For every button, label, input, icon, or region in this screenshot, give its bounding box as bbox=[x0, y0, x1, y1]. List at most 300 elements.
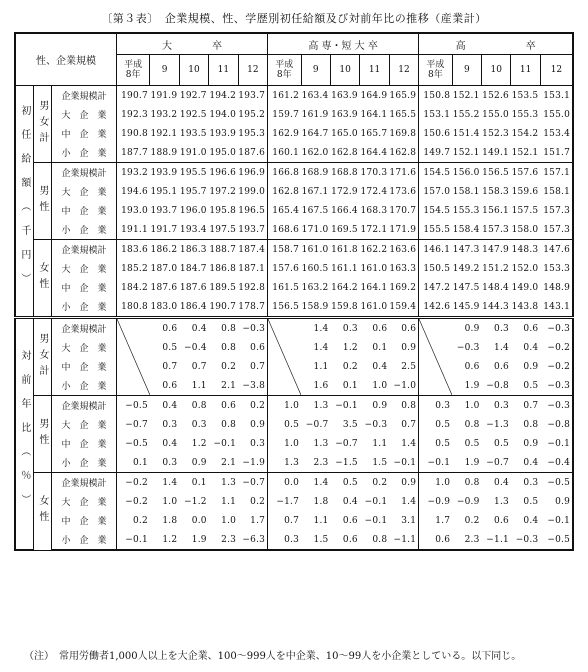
data-cell: −1.9 bbox=[238, 453, 267, 473]
data-cell: 194.2 bbox=[209, 90, 237, 101]
sex-label-female bbox=[33, 473, 51, 551]
data-cell: 183.0 bbox=[150, 297, 179, 318]
data-cell: 0.6 bbox=[150, 318, 179, 339]
data-cell: 193.4 bbox=[179, 220, 208, 240]
data-cell: 3.1 bbox=[389, 511, 418, 530]
data-cell: 0.6 bbox=[238, 338, 267, 357]
data-cell: 199.0 bbox=[238, 182, 267, 201]
data-cell: 0.7 bbox=[523, 400, 539, 411]
data-cell: 166.4 bbox=[331, 205, 358, 216]
data-cell: 147.2 bbox=[423, 282, 451, 293]
data-cell: 148.9 bbox=[540, 278, 573, 297]
data-cell: 147.5 bbox=[452, 282, 480, 293]
data-cell: 150.5 bbox=[423, 263, 451, 274]
data-cell: 157.5 bbox=[511, 205, 539, 216]
data-cell: 0.4 bbox=[494, 477, 509, 488]
data-cell: 149.7 bbox=[419, 143, 452, 163]
data-cell: 163.9 bbox=[331, 109, 358, 120]
data-cell: −0.1 bbox=[335, 400, 358, 411]
data-cell: 155.0 bbox=[540, 105, 573, 124]
data-cell: 1.5 bbox=[360, 453, 389, 473]
data-cell: 0.2 bbox=[342, 361, 358, 372]
data-cell: 1.0 bbox=[435, 477, 451, 488]
data-cell: 152.0 bbox=[511, 263, 539, 274]
data-cell: 193.2 bbox=[150, 109, 178, 120]
data-cell: −0.1 bbox=[389, 453, 418, 473]
data-cell: 195.3 bbox=[238, 124, 267, 143]
data-cell: 159.4 bbox=[389, 297, 418, 318]
data-cell: 187.6 bbox=[179, 282, 207, 293]
size-label: 小 企 業 bbox=[52, 530, 117, 550]
data-cell: 163.2 bbox=[301, 282, 329, 293]
data-cell: 0.6 bbox=[360, 318, 389, 339]
data-cell: −0.7 bbox=[305, 419, 329, 430]
data-cell: 0.1 bbox=[330, 376, 359, 396]
data-cell: 150.8 bbox=[423, 90, 451, 101]
data-cell: 190.8 bbox=[121, 128, 148, 139]
data-cell: 0.6 bbox=[494, 515, 509, 526]
data-cell: 147.9 bbox=[482, 244, 509, 255]
data-cell: 187.1 bbox=[238, 259, 267, 278]
data-cell: 183.6 bbox=[121, 244, 148, 255]
data-cell: 1.3 bbox=[313, 438, 329, 449]
size-label: 企業規模計 bbox=[52, 396, 117, 416]
data-cell: 162.8 bbox=[272, 186, 300, 197]
data-cell: 0.2 bbox=[238, 396, 267, 416]
data-cell: 150.6 bbox=[423, 128, 451, 139]
data-cell: 165.9 bbox=[389, 86, 418, 106]
data-cell: 0.9 bbox=[452, 318, 481, 339]
data-cell: 149.0 bbox=[511, 282, 539, 293]
size-label: 中 企 業 bbox=[52, 434, 117, 453]
data-cell: 0.8 bbox=[464, 419, 480, 430]
data-cell: 0.8 bbox=[464, 477, 480, 488]
data-cell: 0.1 bbox=[372, 342, 388, 353]
data-cell: 165.7 bbox=[360, 128, 388, 139]
table-row bbox=[15, 86, 573, 106]
sex-label-text: 女性 bbox=[36, 495, 48, 528]
data-cell: 0.4 bbox=[523, 342, 539, 353]
section-label-text: 初任給額（千円） bbox=[18, 105, 30, 297]
data-cell: 1.3 bbox=[221, 477, 237, 488]
data-cell: 171.6 bbox=[389, 163, 418, 183]
data-cell: 161.9 bbox=[301, 109, 329, 120]
table-row bbox=[15, 297, 573, 318]
data-cell: 158.0 bbox=[511, 220, 540, 240]
data-cell: 168.3 bbox=[360, 205, 388, 216]
data-cell: 164.7 bbox=[301, 128, 329, 139]
data-cell: 155.2 bbox=[452, 109, 480, 120]
data-cell: 157.3 bbox=[540, 201, 573, 220]
data-cell: 0.3 bbox=[150, 453, 179, 473]
data-cell: 195.8 bbox=[209, 205, 237, 216]
size-label: 企業規模計 bbox=[52, 318, 117, 339]
data-cell: 0.5 bbox=[435, 419, 451, 430]
data-cell: 0.7 bbox=[191, 361, 207, 372]
data-cell: 0.1 bbox=[116, 453, 149, 473]
data-cell: 186.4 bbox=[179, 297, 208, 318]
data-cell: 194.6 bbox=[121, 186, 148, 197]
data-cell: 0.6 bbox=[419, 530, 452, 550]
section-label-text: 対前年比（％） bbox=[18, 350, 30, 518]
data-cell: 147.3 bbox=[452, 244, 480, 255]
size-label: 中 企 業 bbox=[52, 124, 117, 143]
data-cell: 1.9 bbox=[452, 453, 481, 473]
data-cell: 156.1 bbox=[482, 205, 509, 216]
data-cell: 196.9 bbox=[238, 163, 267, 183]
data-cell: 159.7 bbox=[272, 109, 300, 120]
year-header: 平成 8年 bbox=[268, 55, 301, 86]
table-row bbox=[15, 415, 573, 434]
sex-label-female bbox=[33, 240, 51, 318]
size-label: 企業規模計 bbox=[52, 240, 117, 260]
data-cell: 169.2 bbox=[389, 278, 418, 297]
data-cell: −0.4 bbox=[540, 453, 573, 473]
data-cell: 149.1 bbox=[482, 143, 511, 163]
data-cell: −6.3 bbox=[238, 530, 267, 550]
data-cell: 153.1 bbox=[540, 86, 573, 106]
data-cell: −0.2 bbox=[125, 477, 148, 488]
size-label: 企業規模計 bbox=[52, 86, 117, 106]
data-cell: 163.4 bbox=[301, 90, 329, 101]
data-cell: 0.5 bbox=[162, 342, 178, 353]
year-header: 10 bbox=[330, 55, 359, 86]
data-cell: −0.1 bbox=[540, 511, 573, 530]
data-cell: 144.3 bbox=[482, 297, 511, 318]
data-cell: 163.9 bbox=[331, 90, 358, 101]
size-label: 大 企 業 bbox=[52, 338, 117, 357]
data-cell: −0.1 bbox=[364, 515, 388, 526]
data-cell: 0.9 bbox=[523, 361, 539, 372]
data-cell: 190.7 bbox=[121, 90, 148, 101]
data-cell: −0.2 bbox=[125, 496, 148, 507]
data-cell: 193.5 bbox=[179, 128, 207, 139]
data-cell: 195.7 bbox=[179, 186, 207, 197]
data-cell: 185.2 bbox=[121, 263, 148, 274]
data-cell: 161.0 bbox=[360, 297, 389, 318]
data-cell: 191.7 bbox=[150, 220, 179, 240]
data-cell: 161.1 bbox=[331, 263, 358, 274]
data-cell: 186.3 bbox=[179, 244, 207, 255]
data-cell: −3.8 bbox=[238, 376, 267, 396]
data-cell: 158.3 bbox=[482, 186, 509, 197]
data-cell: 168.6 bbox=[268, 220, 301, 240]
data-cell: 184.2 bbox=[121, 282, 148, 293]
data-cell: −0.3 bbox=[456, 342, 480, 353]
data-cell: 1.9 bbox=[452, 376, 481, 396]
data-cell: 193.2 bbox=[121, 167, 148, 178]
data-cell: 0.5 bbox=[511, 376, 540, 396]
data-cell: 192.1 bbox=[150, 128, 178, 139]
size-label: 小 企 業 bbox=[52, 220, 117, 240]
data-cell: 1.6 bbox=[301, 376, 330, 396]
data-cell: 152.3 bbox=[482, 128, 509, 139]
data-cell: 143.8 bbox=[511, 297, 540, 318]
data-cell: −0.1 bbox=[116, 530, 149, 550]
data-cell: −1.1 bbox=[389, 530, 418, 550]
data-cell: 1.3 bbox=[268, 453, 301, 473]
data-cell: 0.9 bbox=[238, 415, 267, 434]
data-cell: 0.5 bbox=[464, 438, 480, 449]
data-cell: 167.5 bbox=[301, 205, 329, 216]
table-row bbox=[15, 259, 573, 278]
data-cell: 196.0 bbox=[179, 205, 207, 216]
data-cell: 160.5 bbox=[301, 263, 329, 274]
data-cell: 167.1 bbox=[301, 186, 329, 197]
data-cell: 152.1 bbox=[452, 90, 480, 101]
data-cell: −0.8 bbox=[482, 376, 511, 396]
data-cell: 152.1 bbox=[452, 143, 481, 163]
data-cell: −1.2 bbox=[184, 496, 207, 507]
data-cell: 148.4 bbox=[482, 282, 509, 293]
data-cell: 161.5 bbox=[272, 282, 300, 293]
data-cell: 1.2 bbox=[191, 438, 207, 449]
data-cell: 0.2 bbox=[221, 361, 237, 372]
diagonal-line bbox=[117, 319, 150, 395]
data-cell: 0.9 bbox=[389, 338, 418, 357]
data-cell: 0.6 bbox=[494, 361, 509, 372]
data-cell: 0.3 bbox=[268, 530, 301, 550]
data-cell: 146.1 bbox=[423, 244, 451, 255]
table-title: 〔第３表〕 企業規模、性、学歴別初任給額及び対前年比の推移（産業計） bbox=[101, 12, 487, 25]
data-cell: 186.8 bbox=[209, 263, 237, 274]
table-row bbox=[15, 124, 573, 143]
data-cell: 1.0 bbox=[162, 496, 178, 507]
data-cell: 0.4 bbox=[372, 361, 388, 372]
data-cell: −0.1 bbox=[419, 453, 452, 473]
data-cell: 1.4 bbox=[313, 477, 329, 488]
data-cell: 162.2 bbox=[360, 244, 388, 255]
table-row bbox=[15, 396, 573, 416]
data-cell: 0.3 bbox=[191, 419, 207, 430]
data-cell: 0.7 bbox=[238, 357, 267, 376]
data-cell: 0.1 bbox=[191, 477, 207, 488]
data-cell: 149.2 bbox=[452, 263, 480, 274]
data-cell: 189.5 bbox=[209, 282, 237, 293]
data-cell: 0.3 bbox=[162, 419, 178, 430]
data-cell: −0.7 bbox=[238, 473, 267, 493]
table-row bbox=[15, 240, 573, 260]
diagonal-line bbox=[268, 319, 301, 395]
data-cell: 0.3 bbox=[523, 477, 539, 488]
data-cell: 0.3 bbox=[435, 400, 451, 411]
table-row bbox=[15, 201, 573, 220]
data-cell: 1.0 bbox=[221, 515, 237, 526]
sex-label-text: 男性 bbox=[36, 418, 48, 450]
data-cell: 162.8 bbox=[330, 143, 359, 163]
data-cell: 165.0 bbox=[331, 128, 358, 139]
size-label: 大 企 業 bbox=[52, 259, 117, 278]
data-cell: 0.5 bbox=[494, 438, 509, 449]
data-cell: 0.4 bbox=[162, 438, 178, 449]
data-cell: 158.7 bbox=[272, 244, 300, 255]
diagonal-line bbox=[419, 319, 452, 395]
data-cell: 169.5 bbox=[330, 220, 359, 240]
data-cell: 153.3 bbox=[540, 259, 573, 278]
year-header: 9 bbox=[301, 55, 330, 86]
data-cell: 180.8 bbox=[116, 297, 149, 318]
data-cell: 2.1 bbox=[209, 376, 238, 396]
data-cell: 1.4 bbox=[162, 477, 178, 488]
table-row bbox=[15, 473, 573, 493]
data-cell: 0.9 bbox=[523, 438, 539, 449]
data-cell: −0.9 bbox=[427, 496, 451, 507]
data-cell: 196.6 bbox=[209, 167, 237, 178]
table-row bbox=[15, 163, 573, 183]
data-cell: 0.2 bbox=[372, 477, 388, 488]
data-cell: 155.5 bbox=[419, 220, 452, 240]
data-cell: 193.0 bbox=[121, 205, 148, 216]
data-cell: 164.1 bbox=[360, 109, 388, 120]
data-cell: 195.5 bbox=[179, 167, 207, 178]
data-cell: −1.5 bbox=[330, 453, 359, 473]
data-cell: 192.5 bbox=[179, 109, 207, 120]
year-header: 平成 8年 bbox=[419, 55, 452, 86]
data-cell: −1.1 bbox=[482, 530, 511, 550]
data-cell: −1.7 bbox=[276, 496, 300, 507]
data-cell: 0.6 bbox=[511, 318, 540, 339]
data-cell: 187.7 bbox=[116, 143, 149, 163]
data-cell: 1.4 bbox=[313, 342, 329, 353]
sex-label-all bbox=[33, 86, 51, 163]
data-cell: 172.1 bbox=[360, 220, 389, 240]
group-header-college: 高 専・短 大 卒 bbox=[268, 33, 419, 55]
data-cell: 1.1 bbox=[179, 376, 208, 396]
data-cell: −0.4 bbox=[184, 342, 207, 353]
size-label: 大 企 業 bbox=[52, 105, 117, 124]
data-cell: 1.2 bbox=[150, 530, 179, 550]
data-cell: 170.3 bbox=[360, 167, 388, 178]
data-cell: 195.1 bbox=[150, 186, 178, 197]
table-row bbox=[15, 220, 573, 240]
data-cell: 194.0 bbox=[209, 109, 237, 120]
data-cell: 1.3 bbox=[494, 496, 509, 507]
data-cell: 161.0 bbox=[301, 244, 329, 255]
data-cell: −0.5 bbox=[540, 530, 573, 550]
initial-section-label bbox=[15, 86, 33, 318]
data-cell: 193.9 bbox=[209, 128, 237, 139]
size-label: 小 企 業 bbox=[52, 143, 117, 163]
data-cell: 142.6 bbox=[419, 297, 452, 318]
data-cell: 1.8 bbox=[313, 496, 329, 507]
data-cell: 155.0 bbox=[482, 109, 509, 120]
data-cell: 171.0 bbox=[301, 220, 330, 240]
data-cell: 0.9 bbox=[540, 492, 573, 511]
sex-label-text: 男女計 bbox=[36, 100, 48, 148]
size-label: 企業規模計 bbox=[52, 473, 117, 493]
corner-header: 性、企業規模 bbox=[15, 33, 116, 86]
data-cell: 0.8 bbox=[523, 419, 539, 430]
data-cell: −0.3 bbox=[540, 396, 573, 416]
data-cell: 159.6 bbox=[511, 186, 539, 197]
data-cell: 173.6 bbox=[389, 182, 418, 201]
data-cell: 2.3 bbox=[452, 530, 481, 550]
data-cell: 195.2 bbox=[238, 105, 267, 124]
data-cell: 172.4 bbox=[360, 186, 388, 197]
year-header: 11 bbox=[360, 55, 389, 86]
data-cell: 1.0 bbox=[360, 376, 389, 396]
data-cell: 193.7 bbox=[238, 86, 267, 106]
data-cell: 170.7 bbox=[389, 201, 418, 220]
data-cell: 168.8 bbox=[331, 167, 358, 178]
data-cell: 154.5 bbox=[423, 167, 451, 178]
data-cell: 191.9 bbox=[150, 90, 178, 101]
data-cell: 161.2 bbox=[272, 90, 300, 101]
table-row bbox=[15, 492, 573, 511]
data-cell: 1.4 bbox=[301, 318, 330, 339]
data-cell: 0.6 bbox=[389, 318, 418, 339]
data-cell: 158.1 bbox=[452, 186, 480, 197]
data-cell: 187.6 bbox=[150, 282, 178, 293]
data-cell: −0.1 bbox=[213, 438, 237, 449]
data-cell: 0.2 bbox=[464, 515, 480, 526]
data-cell: 1.4 bbox=[389, 434, 418, 453]
sex-label-all bbox=[33, 318, 51, 396]
size-label: 大 企 業 bbox=[52, 492, 117, 511]
data-cell: 0.8 bbox=[360, 530, 389, 550]
data-cell: 168.9 bbox=[301, 167, 329, 178]
data-cell: 0.8 bbox=[191, 400, 207, 411]
data-cell: 1.7 bbox=[238, 511, 267, 530]
data-cell: 187.0 bbox=[150, 263, 178, 274]
data-cell: 0.7 bbox=[162, 361, 178, 372]
data-cell: 0.9 bbox=[389, 473, 418, 493]
data-cell: 1.1 bbox=[313, 361, 329, 372]
data-cell: 158.9 bbox=[301, 297, 330, 318]
data-cell: −1.0 bbox=[389, 376, 418, 396]
data-cell: 163.3 bbox=[389, 259, 418, 278]
data-cell: 156.0 bbox=[452, 167, 480, 178]
data-cell: −0.1 bbox=[364, 496, 388, 507]
data-cell: 160.1 bbox=[268, 143, 301, 163]
data-cell: 154.5 bbox=[423, 205, 451, 216]
data-cell: 1.5 bbox=[301, 530, 330, 550]
data-cell: 0.8 bbox=[389, 396, 418, 416]
data-cell: 1.0 bbox=[464, 400, 480, 411]
data-cell: 0.6 bbox=[150, 376, 179, 396]
data-cell: 0.3 bbox=[330, 318, 359, 339]
data-cell: 0.3 bbox=[494, 400, 509, 411]
data-cell: −0.3 bbox=[540, 318, 573, 339]
data-cell: 165.5 bbox=[389, 105, 418, 124]
data-cell: 152.6 bbox=[482, 90, 509, 101]
data-cell: 154.2 bbox=[511, 128, 539, 139]
sex-label-text: 男性 bbox=[36, 185, 48, 217]
data-cell: 2.5 bbox=[389, 357, 418, 376]
data-cell: 161.0 bbox=[360, 263, 388, 274]
data-cell: 0.2 bbox=[132, 515, 148, 526]
data-cell: 166.8 bbox=[272, 167, 300, 178]
diagonal-blank-cell bbox=[116, 318, 149, 396]
year-header: 11 bbox=[209, 55, 238, 86]
salary-table bbox=[14, 32, 574, 551]
year-header: 12 bbox=[389, 55, 418, 86]
data-cell: 188.7 bbox=[209, 244, 237, 255]
data-cell: 155.3 bbox=[511, 109, 539, 120]
data-cell: 172.9 bbox=[331, 186, 358, 197]
sex-label-male bbox=[33, 163, 51, 240]
data-cell: 151.2 bbox=[482, 263, 509, 274]
data-cell: 0.3 bbox=[482, 318, 511, 339]
group-header-university: 大 卒 bbox=[116, 33, 267, 55]
data-cell: −0.7 bbox=[335, 438, 358, 449]
data-cell: 0.6 bbox=[221, 400, 237, 411]
sex-label-male bbox=[33, 396, 51, 473]
data-cell: 0.0 bbox=[284, 477, 300, 488]
data-cell: −0.7 bbox=[125, 419, 148, 430]
size-label: 小 企 業 bbox=[52, 453, 117, 473]
year-header: 9 bbox=[452, 55, 481, 86]
